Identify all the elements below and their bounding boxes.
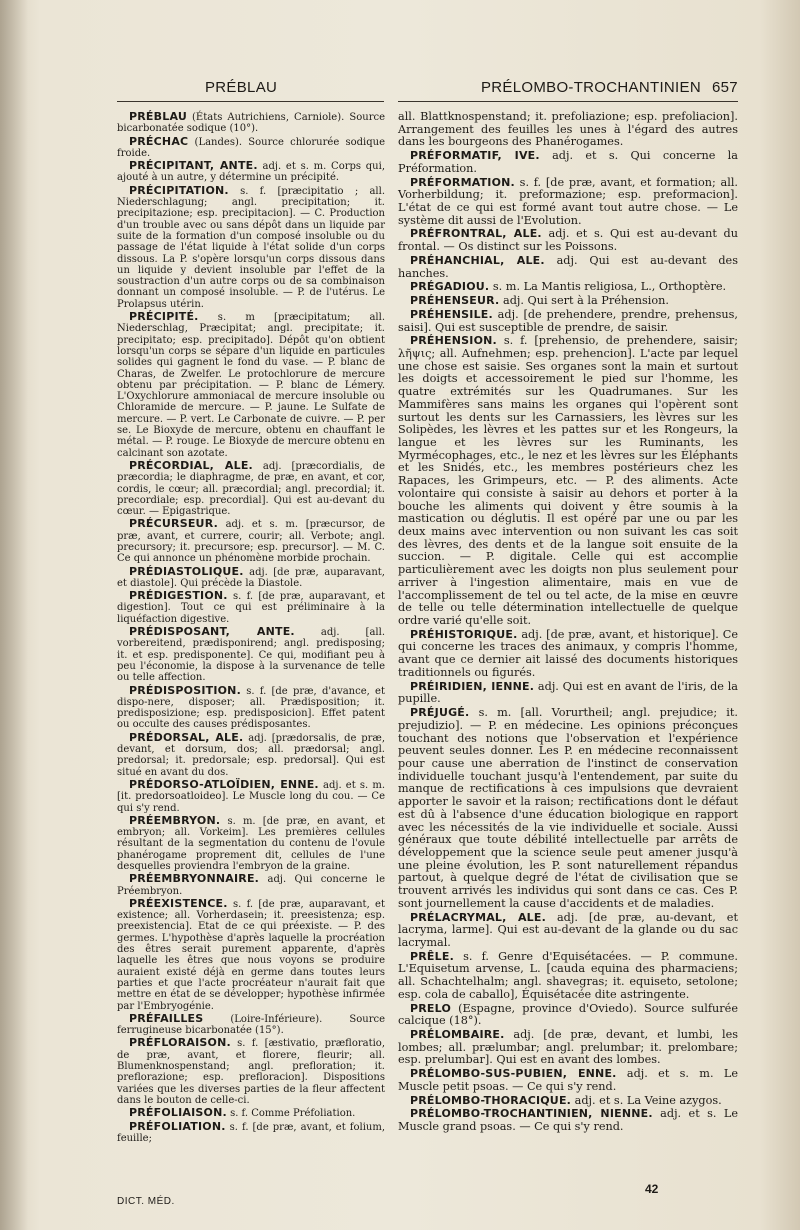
entry-headword: PRELO bbox=[410, 1001, 452, 1015]
entry-definition: s. f. [de præ, avant, et formation; all. Vorherbildung; it. preformazione; esp. preformacion]. L'état de ce qui est formé avant tout autre chose. — Le système dit aussi de l'Evolution. bbox=[398, 175, 738, 227]
entry-headword: PRÉDORSO-ATLOÏDIEN, ENNE. bbox=[129, 777, 319, 791]
footer-gathering-number: 42 bbox=[645, 1182, 659, 1196]
entry-headword: PRÉIRIDIEN, IENNE. bbox=[410, 679, 535, 693]
entry-definition: adj. [prædorsalis, de præ, devant, et dorsum, dos; all. prædorsal; angl. predorsal; it. predorsale; esp. predorsal]. Qui est situé en avant du dos. bbox=[117, 732, 386, 778]
footer-signature-mark: DICT. MÉD. bbox=[117, 1196, 175, 1207]
entry-headword: PRÊLE. bbox=[410, 949, 454, 963]
dictionary-entry bbox=[398, 295, 738, 308]
dictionary-entry bbox=[117, 160, 385, 184]
dictionary-entry bbox=[398, 681, 738, 706]
dictionary-entry bbox=[117, 815, 385, 872]
dictionary-entry bbox=[398, 177, 738, 228]
dictionary-entry bbox=[117, 626, 385, 683]
entry-definition: adj. [all. vorbereitend, prædisponirend; angl. predisposing; it. et esp. predisponente]. Ce qui, modifiant peu à peu l'économie, la dispose à la survenance de telle ou telle affection. bbox=[117, 627, 385, 684]
entry-definition: s. f. Comme Préfoliation. bbox=[226, 1108, 356, 1120]
dictionary-entry bbox=[398, 309, 738, 334]
entry-definition: adj. et s. m. Le Muscle petit psoas. — Ce qui s'y rend. bbox=[398, 1067, 738, 1093]
dictionary-entry bbox=[398, 629, 738, 680]
entry-definition: s. m. [de præ, en avant, et embryon; all. Vorkeim]. Les premières cellules résultant de la segmentation du contenu de l'ovule phanérogame proprement dit, cellules de l'une desquelles proviendra l'embryon de la graine. bbox=[117, 815, 385, 872]
entry-headword: PRÉHANCHIAL, ALE. bbox=[410, 253, 545, 267]
entry-headword: PRÉJUGÉ. bbox=[410, 706, 470, 720]
entry-headword: PRÉCORDIAL, ALE. bbox=[129, 458, 253, 472]
dictionary-entry bbox=[398, 335, 738, 628]
entry-headword: PRÉFRONTRAL, ALE. bbox=[410, 227, 542, 241]
left-column bbox=[117, 111, 385, 1145]
entry-headword: PRÉCHAC bbox=[129, 134, 189, 148]
spine-shadow bbox=[0, 0, 28, 1230]
entry-definition: s. f. [de præ, auparavant, et existence; all. Vorherdasein; it. preesistenza; esp. preexistencia]. Etat de ce qui préexiste. — P. des germes. L'hypothèse d'après laquelle la procréation des êtres serait purement apparente, d'après laquelle les êtres que nous voyons se produire auraient existé déjà en germe dans toutes leurs parties et que l'acte procréateur n'aurait fait que mettre en état de se développer; hypothèse infirmée par l'Embryogénie. bbox=[117, 898, 385, 1012]
entry-definition: adj. Qui sert à la Préhension. bbox=[499, 294, 669, 308]
entry-headword: PRÉDIGESTION. bbox=[129, 589, 228, 603]
dictionary-entry bbox=[398, 150, 738, 175]
entry-definition: all. Blattknospenstand; it. prefoliazione; esp. prefoliacion]. Arrangement des feuilles les unes à l'égard des autres dans les bourgeons des Phanérogames. bbox=[398, 110, 738, 149]
dictionary-entry bbox=[398, 1068, 738, 1093]
entry-headword: PRÉEMBRYONNAIRE. bbox=[129, 872, 260, 886]
entry-definition: adj. et s. m. Corps qui, ajouté à un autre, y détermine un précipité. bbox=[117, 161, 385, 184]
entry-headword: PRÉLOMBO-THORACIQUE. bbox=[410, 1093, 572, 1107]
entry-headword: PRÉFOLIATION. bbox=[129, 1119, 226, 1133]
entry-definition: adj. et s. Qui est au-devant du frontal. — Os distinct sur les Poissons. bbox=[398, 227, 738, 254]
entry-definition: s. f. [præcipitatio ; all. Niederschlagung; angl. precipitation; it. precipitazione; esp. precipitacion]. — C. Production d'un trouble avec ou sans dépôt dans un liquide par suite de la formation d'un composé insoluble ou du passage de l'état liquide à l'état solide d'un corps dissous. La P. s'opère lorsqu'un corps dissous dans un liquide y devient insoluble par l'effet de la soustraction d'un autre corps ou de sa combinaison donnant un composé insoluble. — P. de l'utérus. Le Prolapsus utérin. bbox=[117, 185, 385, 310]
entry-definition: adj. et s. La Veine azygos. bbox=[571, 1093, 722, 1107]
dictionary-entry bbox=[398, 951, 738, 1002]
running-head-left: PRÉBLAU bbox=[205, 79, 278, 96]
dictionary-entry bbox=[398, 228, 738, 253]
entry-definition: adj. et s. m. [præcursor, de præ, avant, et currere, courir; all. Verbote; angl. precursory; it. precursore; esp. precursor]. — M. C. Ce qui annonce un phénomène morbide prochain. bbox=[117, 519, 385, 565]
dictionary-entry bbox=[117, 136, 385, 160]
dictionary-entry bbox=[398, 707, 738, 911]
dictionary-entry bbox=[398, 281, 738, 294]
entry-definition: adj. [præcordialis, de præcordia; le diaphragme, de præ, en avant, et cor, cordis, le cœur; all. præcordial; angl. precordial; it. precordiale; esp. precordial]. Qui est au-devant du cœur. — Epigastrique. bbox=[117, 460, 385, 518]
right-column bbox=[398, 111, 738, 1135]
dictionary-entry bbox=[117, 590, 385, 625]
entry-definition: s. f. [de præ, auparavant, et digestion]. Tout ce qui est préliminaire à la liquéfaction digestive. bbox=[117, 591, 385, 625]
entry-headword: PRÉFAILLES bbox=[129, 1011, 204, 1025]
entry-headword: PRÉFLORAISON. bbox=[129, 1036, 231, 1050]
dictionary-entry bbox=[117, 779, 385, 814]
dictionary-entry bbox=[117, 898, 385, 1012]
entry-definition: adj. Qui est au-devant des hanches. bbox=[398, 253, 738, 280]
dictionary-entry bbox=[398, 1108, 738, 1133]
entry-definition: adj. Qui est en avant de l'iris, de la pupille. bbox=[398, 679, 738, 706]
entry-definition: (Loire-Inférieure). Source ferrugineuse bicarbonatée (15°). bbox=[117, 1013, 385, 1037]
dictionary-entry bbox=[398, 111, 738, 149]
entry-headword: PRÉLOMBO-SUS-PUBIEN, ENNE. bbox=[410, 1067, 617, 1081]
entry-headword: PRÉDISPOSANT, ANTE. bbox=[129, 625, 295, 639]
entry-definition: s. m. [all. Vorurtheil; angl. prejudice; it. prejudizio]. — P. en médecine. Les opinions préconçues touchant des notions que l'observation et l'expérience peuvent seules donner. Les P. en médecine reconnaissent pour cause une aberration de l'instinct de conservation individuelle touchant jusqu'à l'entendement, par suite du manque de rectifications à ces impulsions que devraient apporter le savoir et la raison; rectifications dont le défaut est dû à l'absence d'une éducation biologique en rapport avec les nécessités de la vie individuelle et sociale. Aussi généraux que toute débilité intellectuelle par arrêts de développement que la science seule peut amener jusqu'à une pleine évolution, les P. sont naturellement répandus partout, à quelque degré de l'état de civilisation que se trouvent arrivés les individus qui sont dans ce cas. Ces P. sont journellement la cause d'accidents et de maladies. bbox=[398, 706, 738, 910]
entry-definition: adj. [de præ, au-devant, et lacryma, larme]. Qui est au-devant de la glande ou du sac lacrymal. bbox=[398, 910, 738, 949]
entry-headword: PRÉLACRYMAL, ALE. bbox=[410, 910, 546, 924]
dictionary-entry bbox=[398, 1095, 738, 1108]
entry-headword: PRÉCIPITANT, ANTE. bbox=[129, 159, 258, 173]
entry-definition: s. f. [de præ, avant, et folium, feuille; bbox=[117, 1121, 385, 1144]
entry-headword: PRÉBLAU bbox=[129, 110, 187, 123]
dictionary-entry bbox=[117, 732, 385, 778]
header-rule-left bbox=[117, 101, 384, 102]
entry-definition: s. f. [prehensio, de prehendere, saisir; λῆψις; all. Aufnehmen; esp. prehencion]. L'acte par lequel une chose est saisie. Ses organes sont la main et surtout les doigts et accessoirement le pied sur l'homme, les quatre extrémités sur les Quadrumanes. Sur les Mammifères sans mains les organes qui l'opèrent sont surtout les dents sur les Carnassiers, les lèvres sur les Solipèdes, les lèvres et les pattes sur et les Rongeurs, la langue et les lèvres sur les Ruminants, les Myrmécophages, etc., le nez et les lèvres sur les Éléphants et les Snidés, etc., les membres postérieurs chez les Rapaces, les Grimpeurs, etc. — P. des aliments. Acte volontaire qui consiste à saisir au dehors et porter à la bouche les aliments qui doivent y être soumis à la mastication ou déglutis. Il est opéré par une ou par les deux mains avec intervention ou non suivant les cas soit des lèvres, des dents et de la langue soit ensuite de la succion. — P. digitale. Celle qui est accomplie particulièrement avec les doigts non plus seulement pour arriver à l'ingestion alimentaire, mais en vue de l'accomplissement de tel ou tel acte, de la mise en œuvre de telle ou telle détermination intellectuelle de quelque ordre varié qu'elle soit. bbox=[398, 334, 738, 628]
entry-definition: adj. [de præ, auparavant, et diastole]. Qui précède la Diastole. bbox=[117, 566, 385, 589]
entry-definition: adj. [de prehendere, prendre, prehensus, saisi]. Qui est susceptible de prendre, de saisir. bbox=[398, 307, 738, 334]
entry-definition: s. f. [æstivatio, præfloratio, de præ, avant, et florere, fleurir; all. Blumenknospenstand; angl. prefloration; it. preflorazione; esp. prefloracion]. Dispositions variées que les diverses parties de la fleur affectent dans le bouton de celle-ci. bbox=[117, 1038, 385, 1106]
entry-headword: PRÉLOMBAIRE. bbox=[410, 1028, 505, 1042]
entry-headword: PRÉDIASTOLIQUE. bbox=[129, 564, 244, 578]
entry-headword: PRÉFORMATION. bbox=[410, 175, 515, 189]
entry-definition: s. f. Genre d'Equisétacées. — P. commune. L'Equisetum arvense, L. [cauda equina des pharmaciens; all. Schachtelhalm; angl. shavegras; it. equiseto, setolone; esp. cola de caballo], Équisétacée dite astringente. bbox=[398, 949, 738, 1001]
entry-definition: s. f. [de præ, d'avance, et dispo-nere, disposer; all. Prædisposition; it. predisposizione; esp. predisposicion]. Effet patent ou occulte des causes prédisposantes. bbox=[117, 685, 385, 731]
entry-headword: PRÉEXISTENCE. bbox=[129, 896, 228, 910]
entry-headword: PRÉGADIOU. bbox=[410, 280, 490, 294]
entry-definition: adj. et s. Qui concerne la Préformation. bbox=[398, 149, 738, 175]
page-number: 657 bbox=[712, 79, 738, 96]
entry-headword: PRÉCIPITATION. bbox=[129, 183, 229, 197]
entry-headword: PRÉFOLIAISON. bbox=[129, 1106, 227, 1120]
entry-headword: PRÉCURSEUR. bbox=[129, 517, 218, 531]
entry-headword: PRÉCIPITÉ. bbox=[129, 310, 199, 324]
dictionary-entry bbox=[117, 873, 385, 897]
entry-definition: adj. et s. Le Muscle grand psoas. — Ce qui s'y rend. bbox=[398, 1107, 738, 1134]
dictionary-entry bbox=[117, 185, 385, 310]
entry-headword: PRÉHENSEUR. bbox=[410, 294, 500, 308]
entry-definition: adj. Qui concerne le Préembryon. bbox=[117, 874, 385, 897]
entry-definition: (Landes). Source chlorurée sodique froide. bbox=[117, 136, 385, 159]
entry-definition: (Espagne, province d'Oviedo). Source sulfurée calcique (18°). bbox=[398, 1001, 738, 1028]
dictionary-entry bbox=[117, 518, 385, 564]
dictionary-entry bbox=[398, 912, 738, 950]
entry-headword: PRÉDISPOSITION. bbox=[129, 683, 241, 697]
entry-headword: PRÉDORSAL, ALE. bbox=[129, 730, 244, 744]
running-head-right: PRÉLOMBO-TROCHANTINIEN bbox=[481, 79, 701, 96]
dictionary-entry bbox=[398, 255, 738, 280]
entry-definition: adj. [de præ, devant, et lumbi, les lombes; all. prælumbar; angl. prelumbar; it. prelombare; esp. prelumbar]. Qui est en avant des lombes. bbox=[398, 1028, 738, 1067]
dictionary-entry bbox=[117, 1013, 385, 1037]
dictionary-entry bbox=[117, 460, 385, 517]
dictionary-entry bbox=[117, 685, 385, 731]
dictionary-entry bbox=[117, 311, 385, 459]
entry-headword: PRÉHENSION. bbox=[410, 334, 497, 348]
entry-definition: s. m [præcipitatum; all. Niederschlag, Præcipitat; angl. precipitate; it. precipitato; esp. precipitado]. Dépôt qu'on obtient lorsqu'un corps se sépare d'un liquide en particules solides qui gagnent le fond du vase. — P. blanc de Charas, de Zwelfer. Le protochlorure de mercure obtenu par précipitation. — P. blanc de Lémery. L'Oxychlorure ammoniacal de mercure insoluble ou Chloramide de mercure. — P. jaune. Le Sulfate de mercure. — P. vert. Le Carbonate de cuivre. — P. per se. Le Bioxyde de mercure, obtenu en chauffant le métal. — P. rouge. Le Bioxyde de mercure obtenu en calcinant son azotate. bbox=[117, 312, 385, 459]
dictionary-entry bbox=[117, 1121, 385, 1145]
entry-headword: PRÉFORMATIF, IVE. bbox=[410, 149, 540, 163]
dictionary-entry bbox=[117, 1037, 385, 1106]
entry-definition: adj. [de præ, avant, et historique]. Ce qui concerne les traces des animaux, y compris l'homme, avant que ce dernier ait laissé des documents historiques traditionnels ou figurés. bbox=[398, 627, 738, 679]
entry-headword: PRÉHENSILE. bbox=[410, 307, 493, 321]
header-rule-right bbox=[398, 101, 738, 102]
dictionary-entry bbox=[117, 566, 385, 590]
dictionary-entry bbox=[398, 1029, 738, 1067]
dictionary-entry bbox=[117, 111, 385, 135]
dictionary-entry bbox=[117, 1107, 385, 1119]
entry-headword: PRÉHISTORIQUE. bbox=[410, 627, 518, 641]
entry-headword: PRÉLOMBO-TROCHANTINIEN, NIENNE. bbox=[410, 1107, 653, 1121]
entry-definition: adj. et s. m. [it. predorsoatloideo]. Le Muscle long du cou. — Ce qui s'y rend. bbox=[117, 779, 386, 814]
entry-definition: (États Autrichiens, Carniole). Source bicarbonatée sodique (10°). bbox=[117, 112, 385, 135]
entry-definition: s. m. La Mantis religiosa, L., Orthoptère. bbox=[489, 280, 727, 294]
dictionary-entry bbox=[398, 1003, 738, 1028]
entry-headword: PRÉEMBRYON. bbox=[129, 813, 221, 827]
